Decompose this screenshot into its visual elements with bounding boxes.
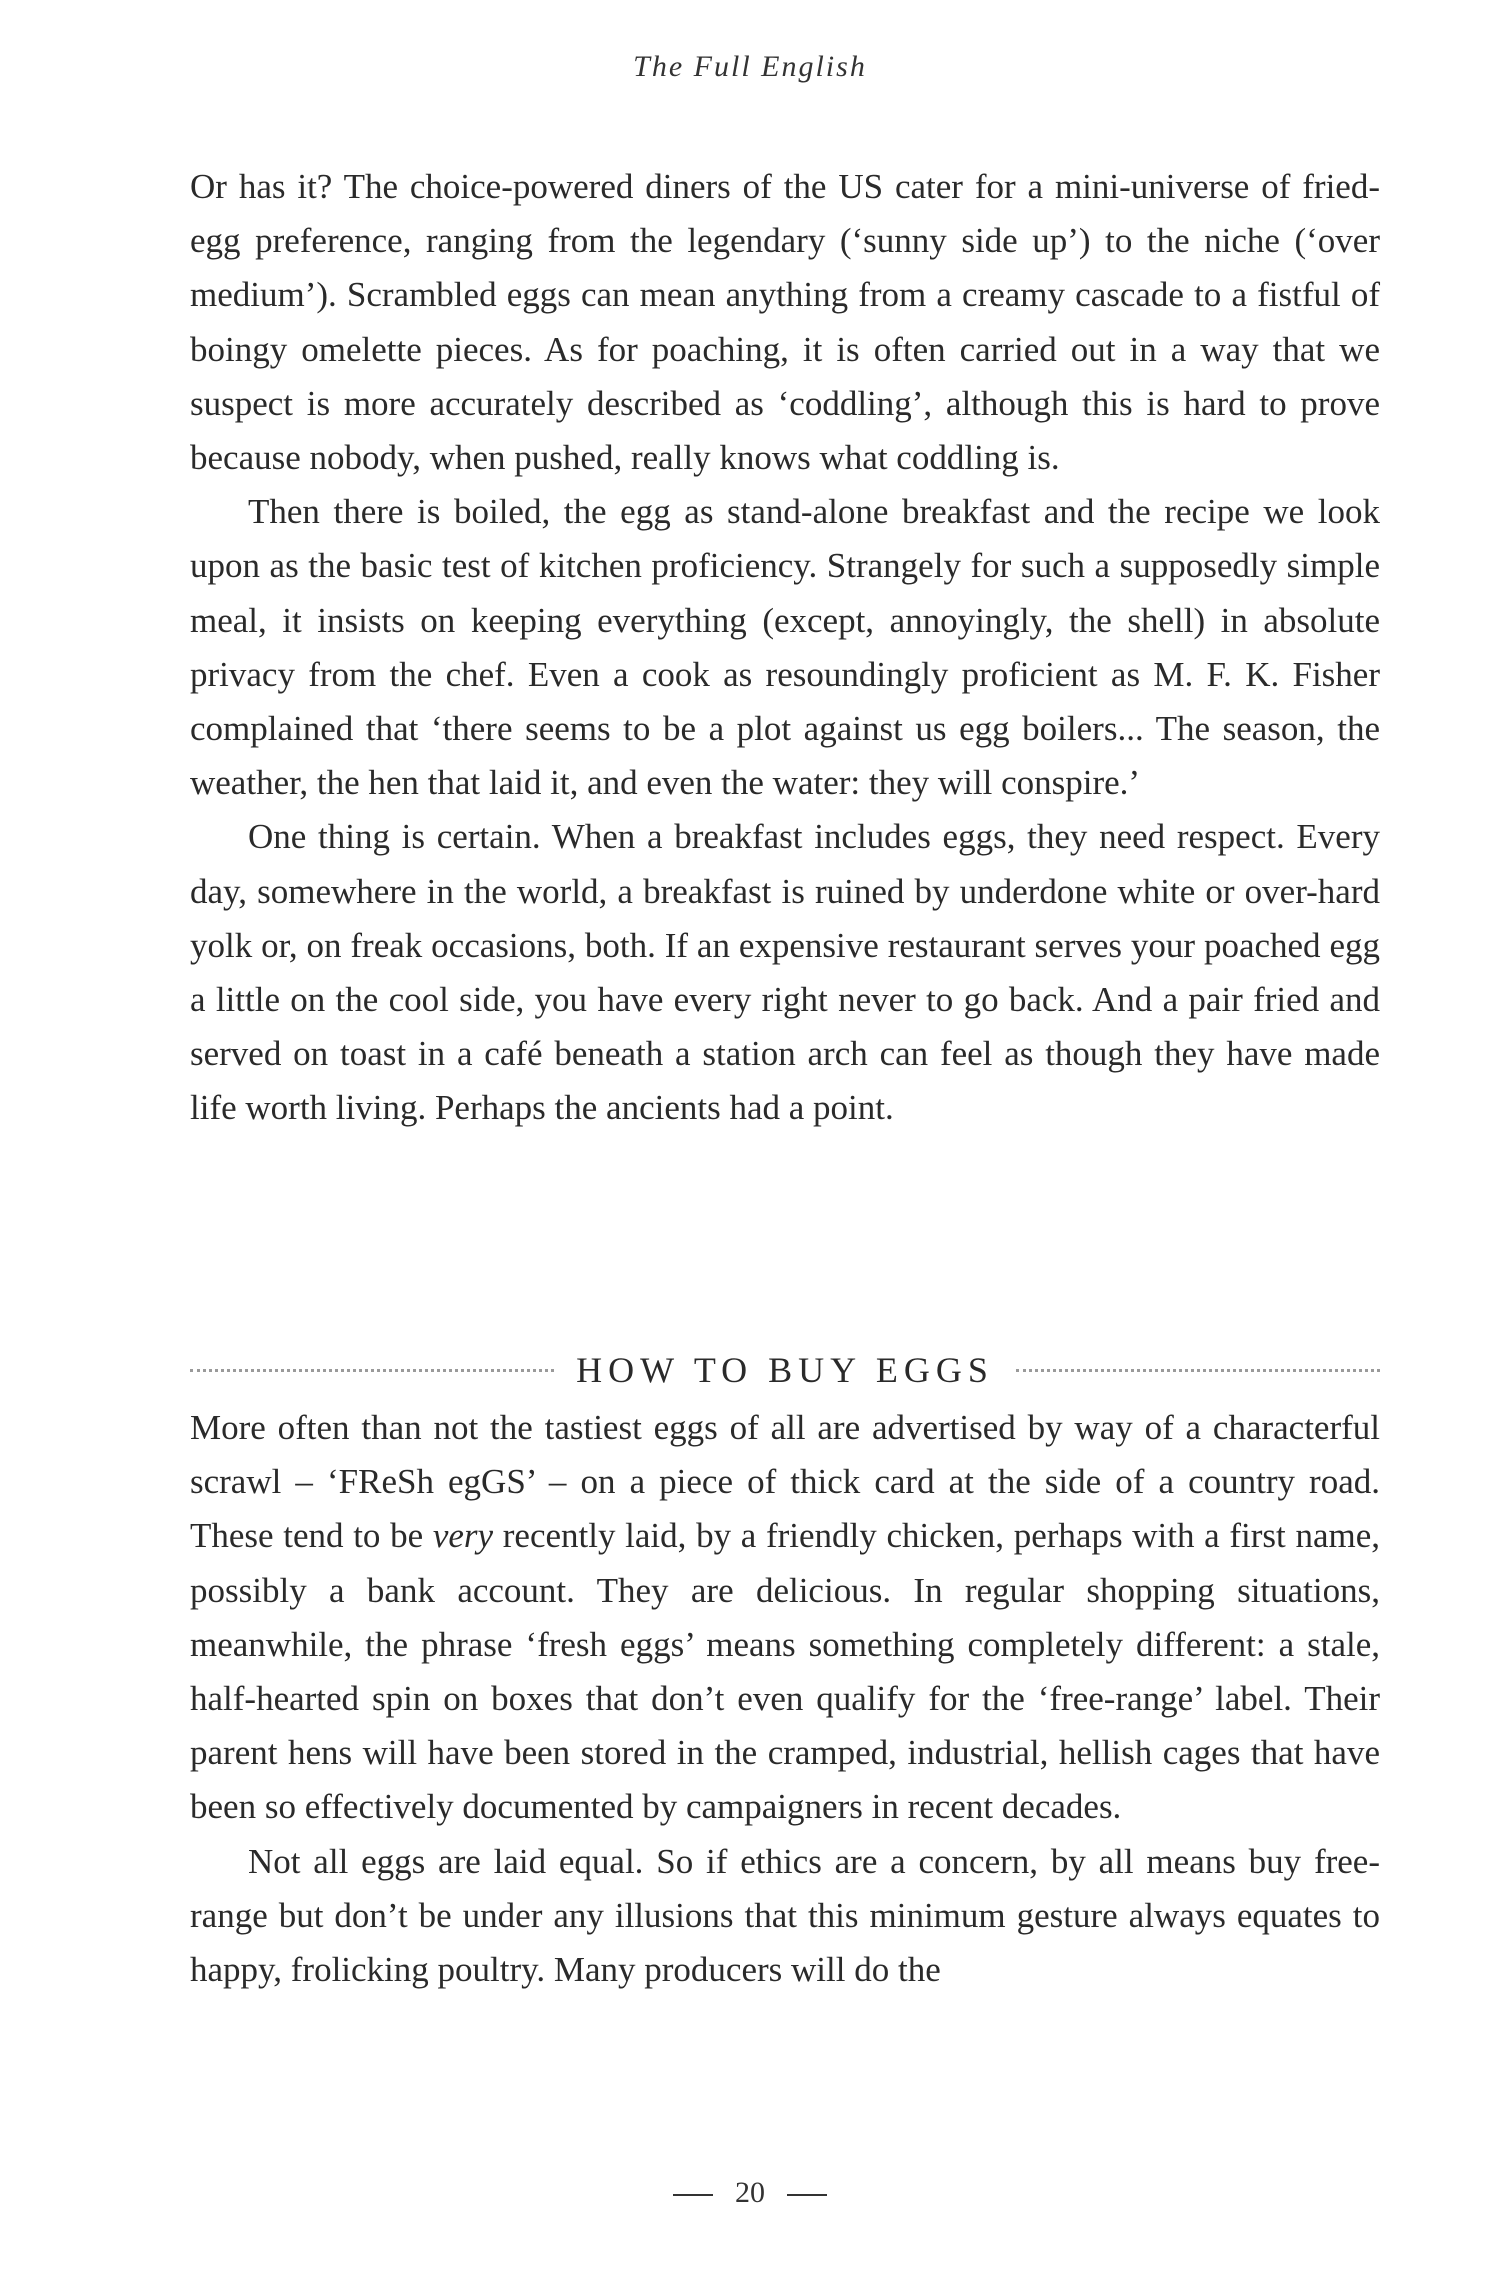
paragraph-text: More often than not the tastiest eggs of all are advertised by way of a characterful scrawl – ‘FReSh egGS’ – on a piece of thick card at the side of a country road. These tend to be [190, 1408, 1380, 1556]
running-head: The Full English [633, 50, 867, 83]
section-heading-text: HOW TO BUY EGGS [576, 1350, 994, 1390]
paragraph: One thing is certain. When a breakfast includes eggs, they need respect. Every day, somewhere in the world, a breakfast is ruined by underdone white or over-hard yolk or, on freak occasions, both. If an expensive restaurant serves your poached egg a little on the cool side, you have every right never to go back. And a pair fried and served on toast in a café beneath a station arch can feel as though they have made life worth living. Perhaps the ancients had a point. [190, 817, 1380, 1128]
page-number-text: 20 [735, 2176, 765, 2209]
paragraph: Not all eggs are laid equal. So if ethics are a concern, by all means buy free-range but don’t be under any illusions that this minimum gesture always equates to happy, frolicking poultry. Many producers will do the [190, 1841, 1380, 1990]
section-2-text [190, 1401, 1380, 1997]
section-heading [190, 1340, 1380, 1400]
paragraph [190, 1401, 1380, 1835]
paragraph: Or has it? The choice-powered diners of the US cater for a mini-universe of fried-egg preference, ranging from the legendary (‘sunny side up’) to the niche (‘over medium’). Scrambled eggs can mean anything from a creamy cascade to a fistful of boingy omelette pieces. As for poaching, it is often carried out in a way that we suspect is more accurately described as ‘coddling’, although this is hard to prove because nobody, when pushed, really knows what coddling is. [190, 167, 1380, 478]
section-1-text [190, 160, 1380, 1136]
emphasis-text: very [432, 1516, 494, 1556]
dotted-rule-right [1016, 1369, 1380, 1372]
paragraph: Then there is boiled, the egg as stand-alone breakfast and the recipe we look upon as the basic test of kitchen proficiency. Strangely for such a supposedly simple meal, it insists on keeping everything (except, annoyingly, the shell) in absolute privacy from the chef. Even a cook as resoundingly proficient as M. F. K. Fisher complained that ‘there seems to be a plot against us egg boilers... The season, the weather, the hen that laid it, and even the water: they will conspire.’ [190, 492, 1380, 803]
paragraph-text: recently laid, by a friendly chicken, perhaps with a first name, possibly a bank account. They are delicious. In regular shopping situations, meanwhile, the phrase ‘fresh eggs’ means something completely different: a stale, half-hearted spin on boxes that don’t even qualify for the ‘free-range’ label. Their parent hens will have been stored in the cramped, industrial, hellish cages that have been so effectively documented by campaigners in recent decades. [190, 1516, 1381, 1827]
dotted-rule-left [190, 1369, 554, 1372]
folio-dash-right [787, 2194, 827, 2196]
folio-dash-left [673, 2194, 713, 2196]
page-number [0, 2176, 1500, 2210]
